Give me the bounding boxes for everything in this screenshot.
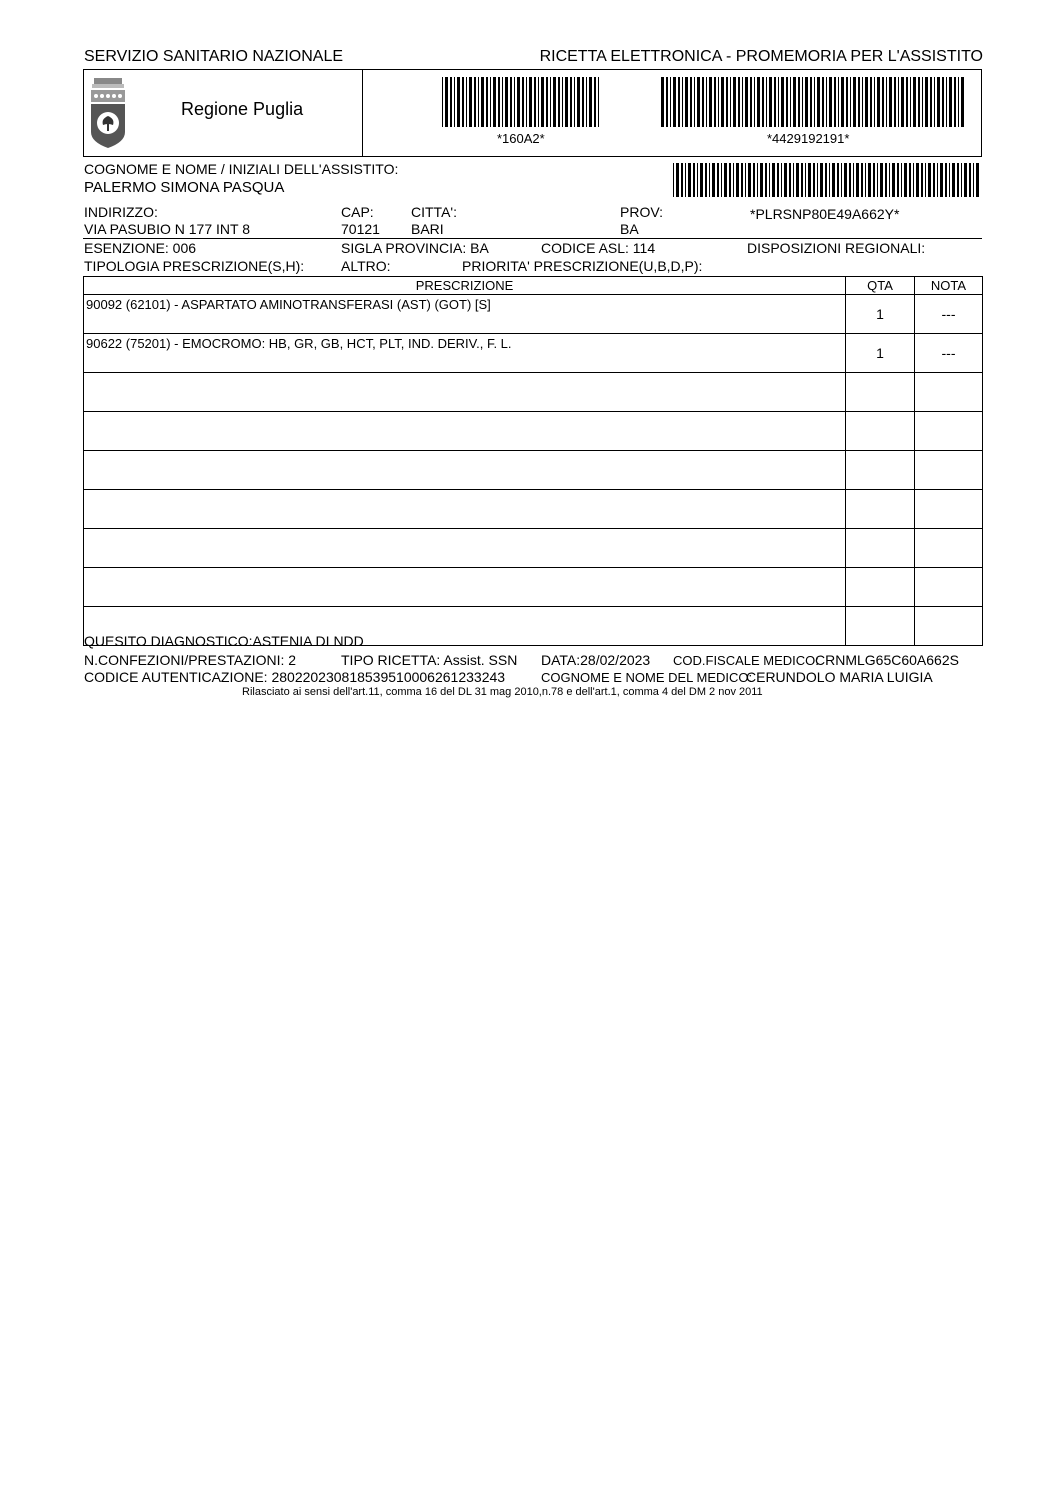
prescription-nota: [915, 412, 983, 451]
table-header-row: [84, 277, 983, 295]
ricetta-title: RICETTA ELETTRONICA - PROMEMORIA PER L'ASSISTITO: [539, 48, 983, 65]
prescription-qta: [846, 607, 915, 646]
table-row: [84, 295, 983, 334]
prescription-qta: 1: [846, 295, 915, 334]
prescription-qta: [846, 568, 915, 607]
prescription-desc: [84, 568, 846, 607]
column-header-prescription: PRESCRIZIONE: [84, 277, 846, 295]
prescription-desc: [84, 412, 846, 451]
prescription-desc: 90092 (62101) - ASPARTATO AMINOTRANSFERASI (AST) (GOT) [S]: [84, 295, 846, 334]
tipo-ricetta: TIPO RICETTA: Assist. SSN: [341, 652, 518, 668]
quesito-diagnostico: QUESITO DIAGNOSTICO:ASTENIA DI NDD: [84, 633, 364, 649]
table-row: [84, 490, 983, 529]
prescription-desc: [84, 490, 846, 529]
city-label: CITTA':: [411, 204, 457, 220]
header-divider: [362, 69, 363, 157]
prescription-desc: [84, 529, 846, 568]
prescription-desc: [84, 373, 846, 412]
address-value: VIA PASUBIO N 177 INT 8: [84, 221, 250, 237]
prescription-desc: 90622 (75201) - EMOCROMO: HB, GR, GB, HCT, PLT, IND. DERIV., F. L.: [84, 334, 846, 373]
table-row: [84, 334, 983, 373]
patient-name-label: COGNOME E NOME / INIZIALI DELL'ASSISTITO:: [84, 161, 399, 177]
tipologia-prescrizione: TIPOLOGIA PRESCRIZIONE(S,H):: [84, 258, 305, 274]
column-header-qta: QTA: [846, 277, 915, 295]
disposizioni-regionali: DISPOSIZIONI REGIONALI:: [747, 240, 926, 256]
prescription-qta: [846, 490, 915, 529]
prescription-qta: 1: [846, 334, 915, 373]
prescription-nota: [915, 529, 983, 568]
cod-fiscale-medico-label: COD.FISCALE MEDICO:: [673, 653, 819, 668]
prescription-nota: [915, 568, 983, 607]
ssn-title: SERVIZIO SANITARIO NAZIONALE: [84, 48, 344, 65]
prescription-nota: [915, 373, 983, 412]
regione-puglia-emblem-icon: [88, 76, 128, 148]
region-name: Regione Puglia: [181, 99, 304, 119]
priorita-prescrizione: PRIORITA' PRESCRIZIONE(U,B,D,P):: [462, 258, 703, 274]
prescription-desc: [84, 451, 846, 490]
prescription-nota: ---: [915, 295, 983, 334]
prescription-qta: [846, 451, 915, 490]
address-label: INDIRIZZO:: [84, 204, 158, 220]
medico-name: CERUNDOLO MARIA LUIGIA: [746, 669, 933, 685]
barcode-2: [661, 77, 965, 127]
legal-note: Rilasciato ai sensi dell'art.11, comma 16 del DL 31 mag 2010,n.78 e dell'art.1, comma 4 del DM 2 nov 2011: [242, 686, 763, 698]
cap-value: 70121: [341, 221, 380, 237]
medico-label: COGNOME E NOME DEL MEDICO:: [541, 670, 753, 685]
barcode-1-text: *160A2*: [497, 131, 545, 146]
patient-name: PALERMO SIMONA PASQUA: [84, 179, 285, 196]
table-row: [84, 412, 983, 451]
table-row: [84, 529, 983, 568]
barcode-1: [442, 77, 603, 127]
fiscal-code-text: *PLRSNP80E49A662Y*: [750, 206, 900, 222]
prescription-qta: [846, 412, 915, 451]
data-ricetta: DATA:28/02/2023: [541, 652, 651, 668]
prescription-table: [83, 276, 983, 646]
codice-autenticazione: CODICE AUTENTICAZIONE: 280220230818539510006261233243: [84, 669, 506, 685]
separator-line: [83, 238, 982, 239]
prov-value: BA: [620, 221, 639, 237]
codice-asl: CODICE ASL: 114: [541, 240, 656, 256]
sigla-provincia: SIGLA PROVINCIA: BA: [341, 240, 489, 256]
column-header-nota: NOTA: [915, 277, 983, 295]
prescription-nota: [915, 607, 983, 646]
prescription-qta: [846, 373, 915, 412]
prescription-qta: [846, 529, 915, 568]
city-value: BARI: [411, 221, 444, 237]
barcode-fiscal: [673, 163, 981, 197]
prescription-nota: [915, 451, 983, 490]
prescription-nota: [915, 490, 983, 529]
exemption: ESENZIONE: 006: [84, 240, 197, 256]
table-row: [84, 373, 983, 412]
n-confezioni: N.CONFEZIONI/PRESTAZIONI: 2: [84, 652, 297, 668]
table-row: [84, 451, 983, 490]
table-row: [84, 568, 983, 607]
prescription-nota: ---: [915, 334, 983, 373]
barcode-2-text: *4429192191*: [767, 131, 850, 146]
altro: ALTRO:: [341, 258, 391, 274]
cap-label: CAP:: [341, 204, 374, 220]
prov-label: PROV:: [620, 204, 664, 220]
cod-fiscale-medico: CRNMLG65C60A662S: [815, 652, 959, 668]
